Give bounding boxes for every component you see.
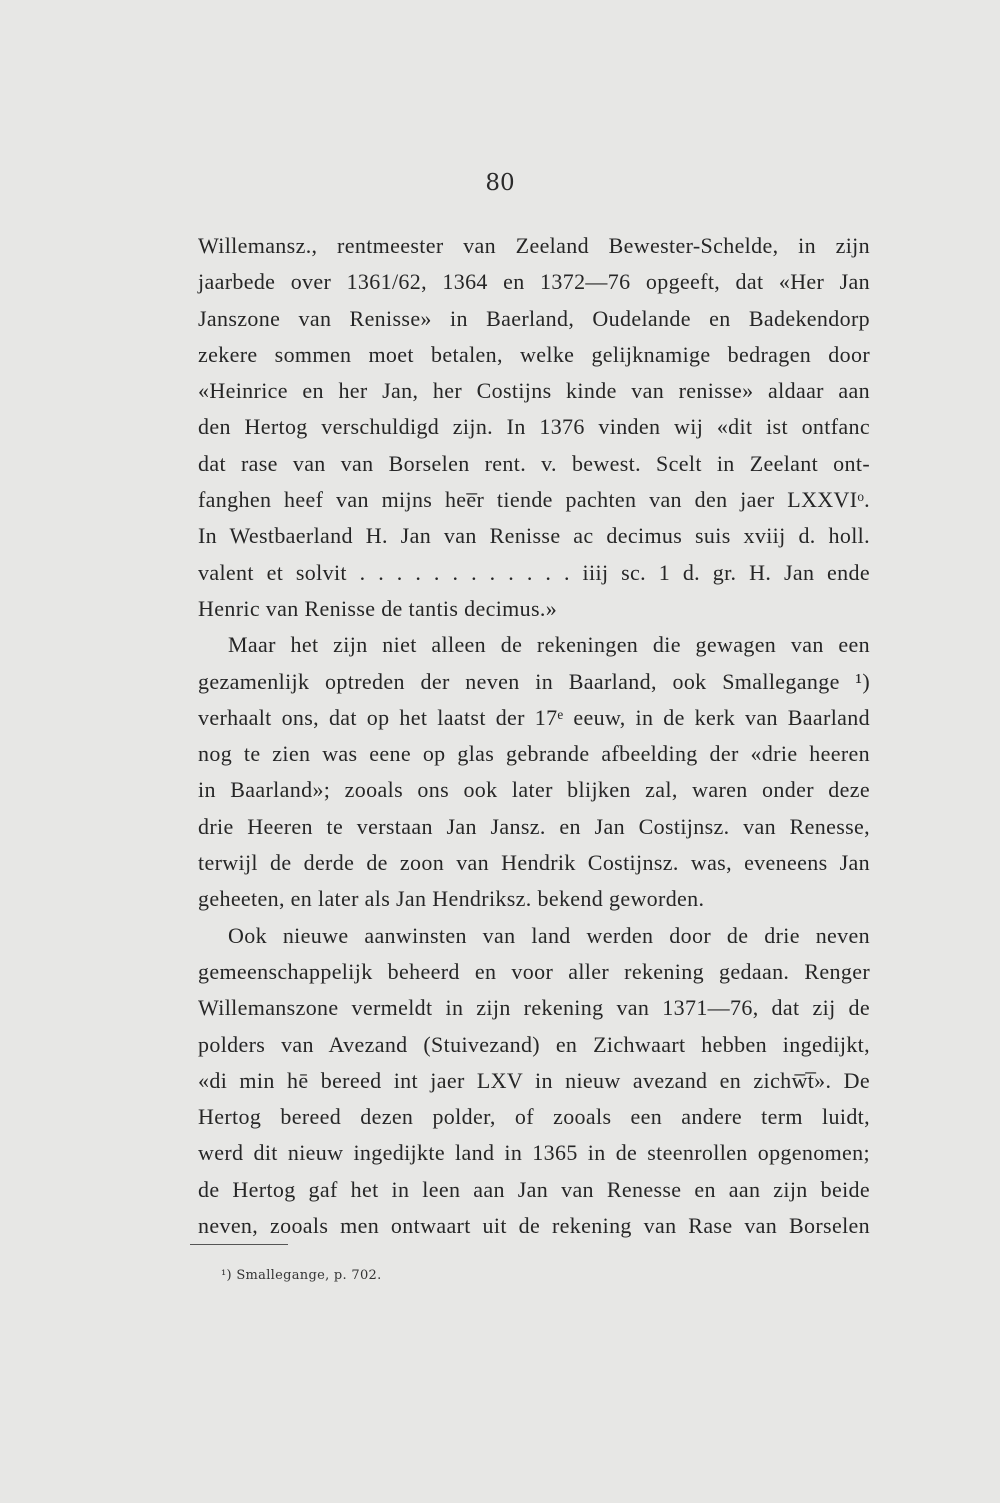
text-line: de Hertog gaf het in leen aan Jan van Renesse en aan zijn beide [198, 1176, 870, 1202]
text-line: in Baarland»; zooals ons ook later blijken zal, waren onder deze [198, 777, 870, 803]
footnote-divider [190, 1244, 288, 1245]
text-line: neven, zooals men ontwaart uit de rekening van Rase van Borselen [198, 1213, 870, 1239]
text-line: geheeten, en later als Jan Hendriksz. bekend geworden. [198, 886, 705, 912]
text-line: werd dit nieuw ingedijkte land in 1365 in de steenrollen opgenomen; [198, 1140, 870, 1166]
text-line: Willemanszone vermeldt in zijn rekening van 1371—76, dat zij de [198, 995, 870, 1021]
body-text [198, 228, 870, 1244]
text-line: terwijl de derde de zoon van Hendrik Costijnsz. was, eveneens Jan [198, 850, 870, 876]
text-line: nog te zien was eene op glas gebrande afbeelding der «drie heeren [198, 741, 870, 767]
text-line: dat rase van van Borselen rent. v. bewest. Scelt in Zeelant ont- [198, 450, 870, 476]
text-line: polders van Avezand (Stuivezand) en Zichwaart hebben ingedijkt, [198, 1031, 870, 1057]
text-line: Maar het zijn niet alleen de rekeningen die gewagen van een [228, 632, 870, 658]
footnote: ¹) Smallegange, p. 702. [221, 1268, 382, 1283]
text-line: den Hertog verschuldigd zijn. In 1376 vinden wij «dit ist ontfanc [198, 414, 870, 440]
text-line: zekere sommen moet betalen, welke gelijknamige bedragen door [198, 341, 870, 367]
text-line: «Heinrice en her Jan, her Costijns kinde van renisse» aldaar aan [198, 378, 870, 404]
text-line: In Westbaerland H. Jan van Renisse ac decimus suis xviij d. holl. [198, 523, 870, 549]
text-line: valent et solvit . . . . . . . . . . . . iiij sc. 1 d. gr. H. Jan ende [198, 559, 870, 585]
text-line: gezamenlijk optreden der neven in Baarland, ook Smallegange ¹) [198, 668, 870, 694]
text-line: gemeenschappelijk beheerd en voor aller rekening gedaan. Renger [198, 958, 870, 984]
text-line: Willemansz., rentmeester van Zeeland Bewester-Schelde, in zijn [198, 233, 870, 258]
text-line: Hertog bereed dezen polder, of zooals een andere term luidt, [198, 1104, 870, 1130]
text-line: verhaalt ons, dat op het laatst der 17ᵉ eeuw, in de kerk van Baarland [198, 704, 870, 730]
text-line: Ook nieuwe aanwinsten van land werden door de drie neven [228, 922, 870, 948]
text-line: jaarbede over 1361/62, 1364 en 1372—76 opgeeft, dat «Her Jan [198, 269, 870, 295]
text-line: Janszone van Renisse» in Baerland, Oudelande en Badekendorp [198, 305, 870, 331]
text-line: fanghen heef van mijns hee̅r tiende pachten van den jaer LXXVIᵒ. [198, 487, 870, 513]
text-line: Henric van Renisse de tantis decimus.» [198, 595, 558, 621]
text-line: «di min hē bereed int jaer LXV in nieuw avezand en zichw̅t̅». De [198, 1067, 870, 1093]
text-line: drie Heeren te verstaan Jan Jansz. en Jan Costijnsz. van Renesse, [198, 813, 870, 839]
page-number: 80 [485, 170, 515, 196]
